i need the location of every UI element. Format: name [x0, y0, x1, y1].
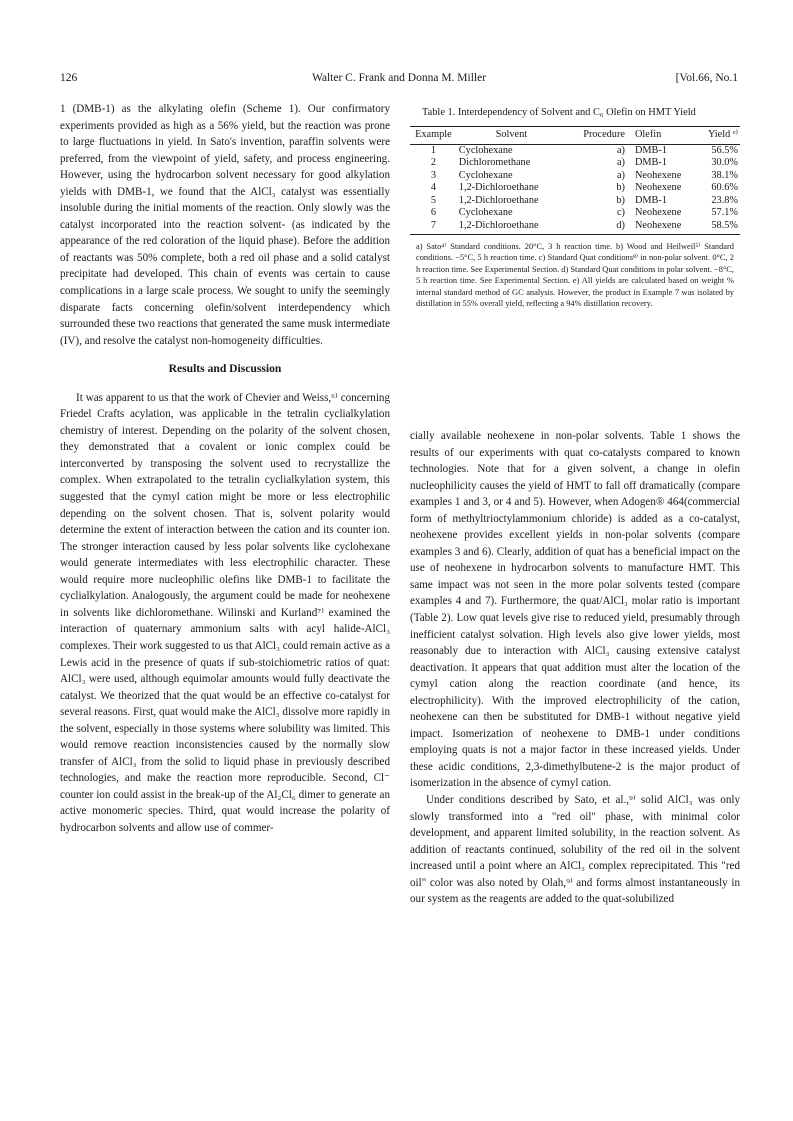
table-row [410, 170, 740, 183]
header-olefin: Olefin [627, 127, 698, 145]
cell-olefin: DMB-1 [634, 144, 668, 156]
cell-solvent: Cyclohexane [458, 207, 513, 218]
table-row [410, 182, 740, 195]
section-title: Results and Discussion [168, 362, 282, 376]
cell-example: 5 [430, 194, 436, 206]
cell-yield: 58.5% [698, 220, 740, 235]
paragraph-intro: 1 (DMB-1) as the alkylating olefin (Scheme 1). Our confirmatory experiments provided as high as a 56% yield, but the reaction was prone to large fluctuations in yield. In Sato's invention, paraffin solvents were preferred, from the viewpoint of yield, safety, and process engineering. However, using the hydrocarbon solvent necessary for good alkylation yields with DMB-1, we found that the AlCl₃ catalyst was essentially insoluble during the initial moments of the reaction. Only slowly was the catalyst incorporated into the reaction solvent- (as indicated by the appearance of the red coloration of the liquid phase). Before the addition of reactants was 50% complete, both a red oil phase and a solid catalyst precipitate had developed. This chain of events was certain to cause complications in a large scale process. We sought to unify the seemingly disparate facts concerning olefin/solvent interdependency which surrounded these two reactions that generated the same musk intermediate (IV), and resolve the catalyst non-homogeneity difficulties. [60, 103, 390, 347]
cell-yield: 56.5% [711, 144, 738, 156]
cell-yield: 38.1% [711, 169, 738, 181]
table-1 [410, 106, 740, 309]
table-row [410, 207, 740, 220]
cell-olefin: Neohexene [627, 220, 698, 235]
page-number: 126 [60, 72, 78, 84]
cell-example: 3 [430, 169, 436, 181]
cell-example: 7 [410, 220, 457, 235]
table-footnotes: a) Sato⁴⁾ Standard conditions. 20°C, 3 h reaction time. b) Wood and Heilweil⁵⁾ Standard conditions. −5°C, 5 h reaction time. c) Standard Quat conditions⁸⁾ in non-polar solvent. 0°C, 2 h reaction time. See Experimental Section. d) Standard Quat conditions in polar solvent. −8°C, 5 h reaction time. See Experimental Section. e) All yields are calculated based on weight % internal standard method of GC analysis. However, the product in Example 7 was isolated by distillation in 55% overall yield, reflecting a 94% distillation recovery. [416, 242, 734, 309]
running-authors: Walter C. Frank and Donna M. Miller [311, 72, 487, 84]
cell-example: 4 [430, 182, 436, 193]
cell-procedure: a) [616, 157, 625, 168]
table-row [410, 220, 740, 235]
paragraph-red-oil: Under conditions described by Sato, et al.,⁹⁾ solid AlCl₃ was only slowly transformed into a "red oil" phase, with minimal color development, and apparent limited solubility, in the reaction solvent. As addition of reactants continued, solubility of the red oil in the solvent increased until a point where an AlCl₃ complex reprecipitated. This "red oil" color was also noted by Olah,⁹⁾ and forms almost instantaneously in our system as the reagents are added to the quat-solubilized [410, 794, 740, 906]
header-solvent: Solvent [457, 127, 566, 145]
paragraph-discussion: It was apparent to us that the work of Chevier and Weiss,⁶⁾ concerning Friedel Crafts acylation, was applicable in the tetralin cyclialkylation chemistry of interest. Depending on the polarity of the solvent chosen, they demonstrated that a covalent or ionic complex could be interconverted by transposing the solvent used to recrystallize the complex. When extrapolated to the tetralin cyclialkylation system, this suggested that the cymyl cation might be more or less electrophilic depending on the solvent chosen. That is, solvent polarity would determine the extent of interaction between the cation and its counter ion. The stronger interaction caused by less polar solvents like cyclohexane would generate intermediates with less electrophilic character. These would require more nucleophilic olefins like DMB-1 to facilitate the cyclialkylation. Analogously, the argument could be made for neohexene in solvents like dichloromethane. Wilinski and Kurland⁷⁾ examined the interaction of quaternary ammonium salts with acyl halide-AlCl₃ complexes. Their work suggested to us that AlCl₃ could remain active as a Lewis acid in the presence of quats if sub-stoichiometric ratios of quat: AlCl₃ were used, although equimolar amounts would fully deactivate the catalyst. We theorized that the quat would be an effective co-catalyst for several reasons. First, quat would make the AlCl₃ dissolve more rapidly in the solvent, especially in those systems where solubility was limited. This would remove reaction inconsistencies caused by the normally slow transfer of AlCl₃ from the solid to liquid phase in previously described technologies, and make the reaction more reproducible. Second, Cl⁻ counter ion could assist in the break-up of the Al₂Cl₆ dimer to generate an active monomeric species. Third, quat would increase the polarity of hydrocarbon solvents and allow use of commer- [60, 391, 390, 834]
data-table [410, 126, 740, 235]
cell-example: 1 [430, 144, 436, 156]
header-procedure: Procedure [566, 127, 627, 145]
cell-solvent: 1,2-Dichloroethane [457, 220, 566, 235]
cell-procedure: b) [616, 194, 625, 206]
cell-example: 6 [430, 207, 436, 218]
cell-solvent: Cyclohexane [458, 169, 513, 181]
cell-yield: 60.6% [711, 182, 738, 193]
cell-olefin: Neohexene [634, 182, 682, 193]
cell-procedure: d) [566, 220, 627, 235]
cell-solvent: 1,2-Dichloroethane [458, 194, 539, 206]
table-caption: Table 1. Interdependency of Solvent and C₆ Olefin on HMT Yield [422, 107, 696, 118]
cell-solvent: Cyclohexane [458, 144, 513, 156]
header-example: Example [410, 127, 457, 145]
table-row [410, 157, 740, 170]
cell-procedure: a) [616, 144, 625, 156]
cell-olefin: DMB-1 [634, 194, 668, 206]
cell-yield: 23.8% [711, 194, 738, 206]
table-header-row [410, 127, 740, 145]
cell-olefin: DMB-1 [634, 157, 668, 168]
paragraph-results: cially available neohexene in non-polar solvents. Table 1 shows the results of our experiments with quat co-catalysts compared to known technologies. Note that for a given solvent, a change in olefin nucleophilicity causes the yield of HMT to fall off dramatically (compare examples 1 and 3, or 4 and 5). However, when Adogen® 464(commercial form of methyltrioctylammonium chloride) is added as a co-catalyst, neohexene provides excellent yields in non-polar solvents (compare examples 3 and 6). Clearly, addition of quat has a beneficial impact on the use of neohexene in hydrocarbon solvents to manufacture HMT. This same impact was not seen in the more polar solvents tested (compare examples 4 and 7). Furthermore, the quat/AlCl₃ molar ratio is important (Table 2). Low quat levels give rise to reduced yield, presumably through inefficient catalyst solvation. High levels also give lower yields, most reasonably due to interaction with AlCl₃ causing extensive catalyst deactivation. It appears that quat addition must alter the location of the cymyl cation along the reaction coordinate (and hence, its electrophilicity). With the improved electrophilicity of the cation, neohexene can then be substituted for DMB-1 without negative yield impact. Isomerization of neohexene to DMB-1 under conditions employing quats is not a major factor in these increased yields. Under these acidic conditions, 2,3-dimethylbutene-2 is the major product of isomerization in the absence of cymyl cation. [410, 430, 740, 790]
left-column [60, 101, 390, 837]
cell-procedure: b) [616, 182, 625, 193]
volume-info: [Vol.66, No.1 [675, 72, 738, 84]
cell-olefin: Neohexene [634, 207, 682, 218]
right-column [410, 428, 740, 908]
cell-yield: 30.0% [711, 157, 738, 168]
cell-yield: 57.1% [711, 207, 738, 218]
table-row [410, 195, 740, 208]
cell-example: 2 [430, 157, 436, 168]
cell-solvent: 1,2-Dichloroethane [458, 182, 539, 193]
cell-procedure: c) [616, 207, 625, 218]
table-row [410, 144, 740, 157]
cell-olefin: Neohexene [634, 169, 682, 181]
header-yield: Yield ᵉ⁾ [698, 127, 740, 145]
cell-solvent: Dichloromethane [458, 157, 531, 168]
page-header [60, 72, 738, 88]
cell-procedure: a) [616, 169, 625, 181]
